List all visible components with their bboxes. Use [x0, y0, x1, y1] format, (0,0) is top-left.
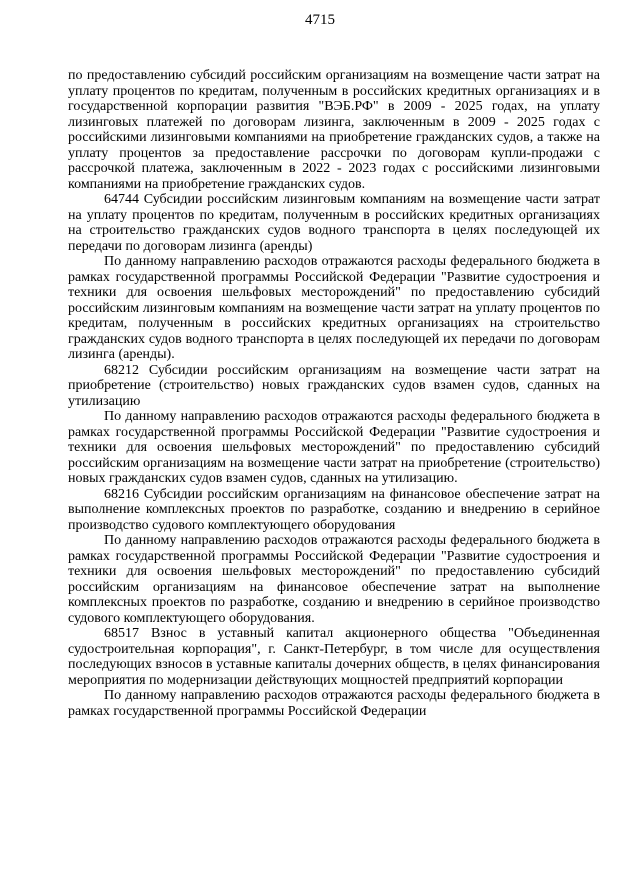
paragraph: по предоставлению субсидий российским организациям на возмещение части затрат на уплату процентов по кредитам, полученным в российских кредитных организациях и в государственной корпорации развития "ВЭБ.РФ" в 2009 - 2025 годах, на уплату лизинговых платежей по договорам лизинга, заключенным в 2009 - 2025 годах с российскими лизинговыми компаниями на приобретение гражданских судов, а также на уплату процентов за предоставление рассрочки по договорам купли-продажи с рассрочкой платежа, заключенным в 2022 - 2023 годах с российскими лизинговыми компаниями на приобретение гражданских судов. [68, 68, 600, 192]
paragraph: По данному направлению расходов отражаются расходы федерального бюджета в рамках государственной программы Российской Федерации "Развитие судостроения и техники для освоения шельфовых месторождений" по предоставлению субсидий российским организациям на финансовое обеспечение затрат на выполнение комплексных проектов по разработке, созданию и внедрению в серийное производство судового комплектующего оборудования. [68, 533, 600, 626]
paragraph: 68212 Субсидии российским организациям на возмещение части затрат на приобретение (строительство) новых гражданских судов взамен судов, сданных на утилизацию [68, 362, 600, 409]
paragraph: По данному направлению расходов отражаются расходы федерального бюджета в рамках государственной программы Российской Федерации "Развитие судостроения и техники для освоения шельфовых месторождений" по предоставлению субсидий российским лизинговым компаниям на возмещение части затрат на уплату процентов по кредитам, полученным в российских кредитных организациях на строительство гражданских судов водного транспорта в целях последующей их передачи по договорам лизинга (аренды). [68, 254, 600, 362]
document-body [68, 68, 600, 719]
paragraph: По данному направлению расходов отражаются расходы федерального бюджета в рамках государственной программы Российской Федерации "Развитие судостроения и техники для освоения шельфовых месторождений" по предоставлению субсидий российским организациям на возмещение части затрат на приобретение (строительство) новых гражданских судов взамен судов, сданных на утилизацию. [68, 409, 600, 486]
paragraph: 64744 Субсидии российским лизинговым компаниям на возмещение части затрат на уплату процентов по кредитам, полученным в российских кредитных организациях на строительство гражданских судов водного транспорта в целях последующей их передачи по договорам лизинга (аренды) [68, 192, 600, 254]
paragraph: 68216 Субсидии российским организациям на финансовое обеспечение затрат на выполнение комплексных проектов по разработке, созданию и внедрению в серийное производство судового комплектующего оборудования [68, 486, 600, 533]
paragraph: По данному направлению расходов отражаются расходы федерального бюджета в рамках государственной программы Российской Федерации [68, 688, 600, 719]
paragraph: 68517 Взнос в уставный капитал акционерного общества "Объединенная судостроительная корпорация", г. Санкт-Петербург, в том числе для осуществления последующих взносов в уставные капиталы дочерних обществ, в целях финансирования мероприятия по модернизации действующих мощностей предприятий корпорации [68, 626, 600, 688]
page-number: 4715 [305, 12, 335, 28]
